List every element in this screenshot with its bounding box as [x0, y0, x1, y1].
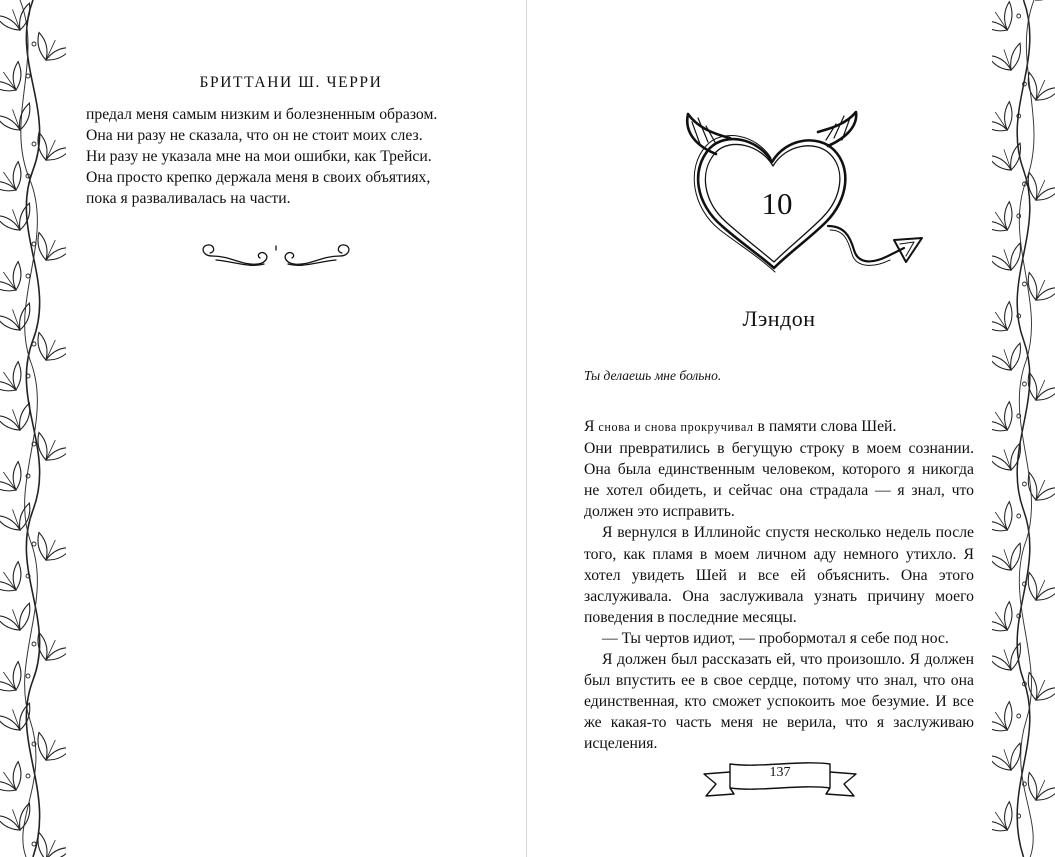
right-page	[584, 0, 974, 857]
text-line: Она ни разу не сказала, что он не стоит моих слез.	[86, 127, 423, 144]
first-line-rest: в памяти слова Шей.	[757, 418, 897, 435]
paragraph: Они превратились в бегущую строку в моем сознании. Она была единственным человеком, которого я никогда не хотел обидеть, и сейчас она страдала — я знал, что должен это исправить.	[584, 440, 974, 521]
paragraph: — Ты чертов идиот, — пробормотал я себе под нос.	[602, 629, 949, 647]
chapter-body	[584, 416, 974, 755]
left-page-text	[86, 104, 478, 209]
laurel-vine-border-icon	[992, 0, 1055, 857]
first-line	[584, 416, 974, 438]
page-number: 137	[769, 765, 791, 780]
running-header: БРИТТАНИ Ш. ЧЕРРИ	[199, 74, 383, 91]
laurel-vine-border-icon	[0, 0, 66, 857]
text-line: предал меня самым низким и болезненным образом.	[86, 106, 438, 123]
text-line: Ни разу не указала мне на мои ошибки, как Трейси.	[86, 148, 432, 165]
book-gutter	[526, 0, 527, 857]
first-word: Я	[584, 418, 595, 435]
epigraph: Ты делаешь мне больно.	[584, 368, 722, 383]
paragraph: Я должен был рассказать ей, что произошло. Я должен был впустить ее в свое сердце, потому что знал, что она единственная, кто сможет успокоить мое безумие. И все же какая-то часть меня не верила, что я заслуживаю исцеления.	[584, 651, 974, 753]
smallcaps-lead: снова и снова прокручивал	[598, 420, 754, 434]
chapter-number: 10	[761, 186, 793, 221]
text-line: пока я разваливалась на части.	[86, 190, 291, 207]
chapter-title: Лэндон	[742, 306, 816, 331]
text-line: Она просто крепко держала меня в своих объятиях,	[86, 169, 431, 186]
swirl-divider-icon	[192, 238, 360, 274]
paragraph: Я вернулся в Иллинойс спустя несколько недель после того, как пламя в моем личном аду немного утихло. Я хотел увидеть Шей и все ей объяснить. Она этого заслуживала. Она заслуживала узнать причину моего поведения в последние месяцы.	[584, 524, 974, 626]
left-page	[86, 0, 496, 857]
